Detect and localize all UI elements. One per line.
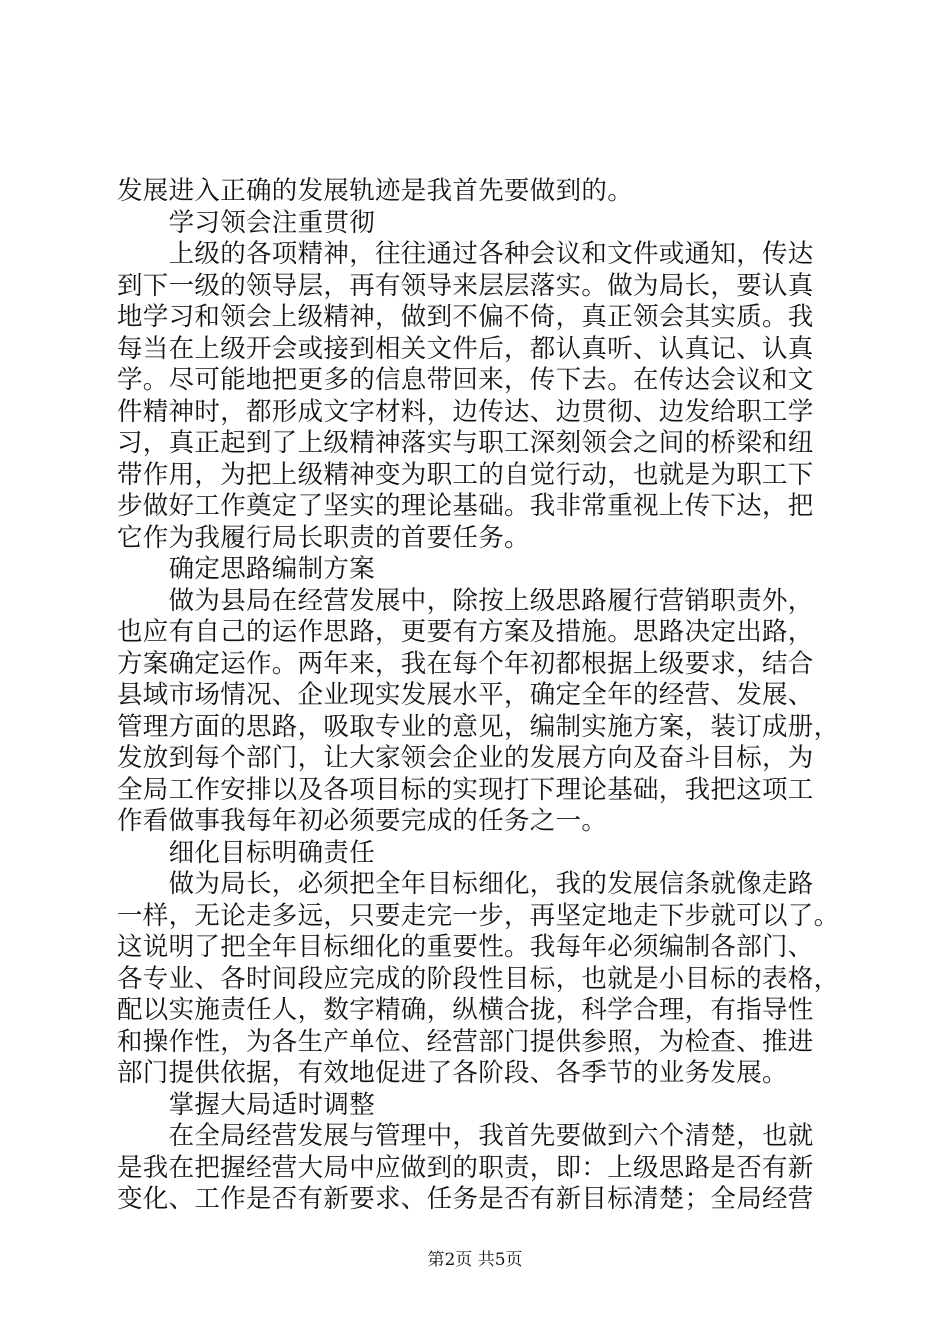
- text-line: 每当在上级开会或接到相关文件后，都认真听、认真记、认真: [117, 333, 814, 364]
- section-heading: 确定思路编制方案: [117, 554, 376, 584]
- text-line: 配以实施责任人，数字精确，纵横合拢，科学合理，有指导性: [117, 995, 814, 1025]
- text-line: 和操作性，为各生产单位、经营部门提供参照，为检查、推进: [117, 1026, 814, 1057]
- text-line: 做为局长，必须把全年目标细化，我的发展信条就像走路: [117, 869, 814, 899]
- text-line: 习，真正起到了上级精神落实与职工深刻领会之间的桥梁和纽: [117, 428, 814, 458]
- text-line: 这说明了把全年目标细化的重要性。我每年必须编制各部门、: [117, 932, 814, 962]
- text-line: 作看做事我每年初必须要完成的任务之一。: [117, 806, 608, 836]
- text-line: 它作为我履行局长职责的首要任务。: [117, 522, 530, 553]
- text-line: 变化、工作是否有新要求、任务是否有新目标清楚；全局经营: [117, 1184, 814, 1214]
- text-line: 全局工作安排以及各项目标的实现打下理论基础，我把这项工: [117, 774, 814, 805]
- section-heading: 细化目标明确责任: [117, 837, 376, 868]
- text-line: 部门提供依据，有效地促进了各阶段、各季节的业务发展。: [117, 1058, 788, 1088]
- text-line: 件精神时，都形成文字材料，边传达、边贯彻、边发给职工学: [117, 396, 814, 427]
- section-heading: 掌握大局适时调整: [117, 1089, 376, 1120]
- section-heading: 学习领会注重贯彻: [117, 207, 376, 238]
- text-line: 方案确定运作。两年来，我在每个年初都根据上级要求，结合: [117, 648, 814, 679]
- text-line: 发展进入正确的发展轨迹是我首先要做到的。: [117, 176, 634, 206]
- text-line: 步做好工作奠定了坚实的理论基础。我非常重视上传下达，把: [117, 491, 814, 521]
- text-line: 上级的各项精神，往往通过各种会议和文件或通知，传达: [117, 239, 814, 269]
- text-line: 做为县局在经营发展中，除按上级思路履行营销职责外，: [117, 585, 814, 616]
- text-line: 到下一级的领导层，再有领导来层层落实。做为局长，要认真: [117, 270, 814, 301]
- text-line: 地学习和领会上级精神，做到不偏不倚，真正领会其实质。我: [117, 302, 814, 332]
- text-line: 学。尽可能地把更多的信息带回来，传下去。在传达会议和文: [117, 365, 814, 395]
- text-line: 是我在把握经营大局中应做到的职责，即：上级思路是否有新: [117, 1152, 814, 1183]
- text-line: 管理方面的思路，吸取专业的意见，编制实施方案，装订成册，: [117, 711, 840, 742]
- text-line: 一样，无论走多远，只要走完一步，再坚定地走下步就可以了。: [117, 900, 840, 931]
- text-line: 带作用，为把上级精神变为职工的自觉行动，也就是为职工下: [117, 459, 814, 490]
- text-line: 在全局经营发展与管理中，我首先要做到六个清楚，也就: [117, 1121, 814, 1151]
- page-footer: [0, 1245, 950, 1270]
- document-body: [117, 176, 840, 1216]
- text-line: 发放到每个部门，让大家领会企业的发展方向及奋斗目标，为: [117, 743, 814, 773]
- text-line: 县域市场情况、企业现实发展水平，确定全年的经营、发展、: [117, 680, 814, 710]
- text-line: 也应有自己的运作思路，更要有方案及措施。思路决定出路，: [117, 617, 814, 647]
- page-number-label: 第2页 共5页: [427, 1250, 523, 1270]
- text-line: 各专业、各时间段应完成的阶段性目标，也就是小目标的表格，: [117, 963, 840, 994]
